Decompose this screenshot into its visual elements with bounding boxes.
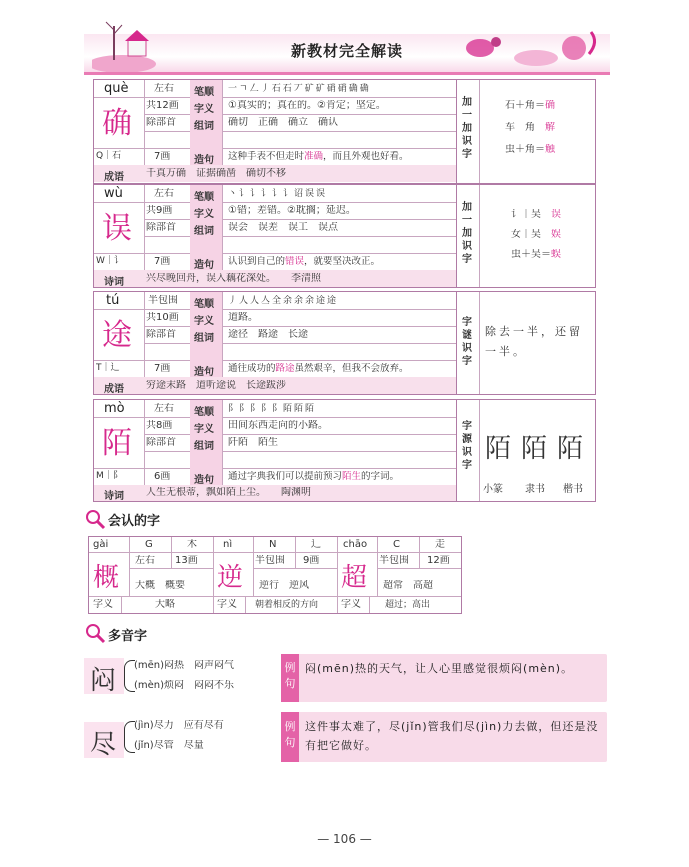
structure: 左右 <box>154 188 174 199</box>
side-title: 加一加识字 <box>462 202 472 265</box>
words: 误会 误差 误工 误点 <box>228 222 338 233</box>
side-box-que <box>455 79 596 184</box>
label-ziyi: 字义 <box>194 424 214 435</box>
example-label: 例句 <box>281 654 299 702</box>
extra-text: 穷途末路 道听途说 长途跋涉 <box>146 380 286 391</box>
label-zaoju: 造句 <box>194 155 214 166</box>
example-box <box>281 654 607 702</box>
label-bishun: 笔顺 <box>194 192 214 203</box>
polyphone-char: 尽 <box>90 730 117 760</box>
meaning: 田间东西走向的小路。 <box>228 420 328 431</box>
extra-label: 成语 <box>104 172 124 183</box>
meaning-label: 字义 <box>341 599 361 610</box>
section-title-recognize: 会认的字 <box>108 514 161 529</box>
radical: 木 <box>187 539 197 550</box>
radical: 走 <box>435 539 445 550</box>
section-title-polyphone: 多音字 <box>108 629 148 644</box>
side-title: 字源识字 <box>462 421 472 471</box>
example-sentence: 通往成功的路途虽然艰辛，但我不会放弃。 <box>228 363 409 374</box>
extra-text: 千真万确 证据确凿 确切不移 <box>146 168 286 179</box>
index-letter: C <box>393 539 400 550</box>
magnifier-icon <box>84 508 106 530</box>
example-sentence: 认识到自己的错误，就要坚决改正。 <box>228 256 381 267</box>
reading-1: (mēn)闷热 闷声闷气 <box>134 660 235 671</box>
radical-key: W｜讠 <box>96 256 123 266</box>
recognize-char: 超 <box>341 563 368 593</box>
index-letter: N <box>269 539 277 550</box>
example-label: 例句 <box>281 712 299 762</box>
pinyin: gài <box>93 539 109 550</box>
polyphone-char-box <box>84 658 124 694</box>
side-box-wu <box>455 184 596 288</box>
main-character: 确 <box>102 106 132 141</box>
radical-strokes: 7画 <box>154 363 171 374</box>
side-box-mo <box>455 399 596 502</box>
glyph-seal: 陌 <box>485 434 512 464</box>
glyph-regular: 陌 <box>557 434 584 464</box>
label-bishun: 笔顺 <box>194 87 214 98</box>
label-zaoju: 造句 <box>194 260 214 271</box>
extra-label: 诗词 <box>104 491 124 502</box>
radical-label: 除部首 <box>146 329 176 340</box>
pinyin: chāo <box>343 539 368 550</box>
reading-2: (mèn)烦闷 闷闷不乐 <box>134 680 235 691</box>
magnifier-icon <box>84 622 106 644</box>
label-zuci: 组词 <box>194 121 214 132</box>
radical-label: 除部首 <box>146 117 176 128</box>
glyph-clerical: 陌 <box>521 434 548 464</box>
side-line: 虫＋吴＝蜈 <box>511 249 561 260</box>
strokes: 13画 <box>175 555 198 566</box>
meaning: ①真实的；真在的。②肯定；坚定。 <box>228 100 386 111</box>
words: 途径 路途 长途 <box>228 329 308 340</box>
example-sentence: 通过字典我们可以提前预习陌生的字词。 <box>228 471 400 482</box>
page-title: 新教材完全解读 <box>290 42 403 60</box>
label-zaoju: 造句 <box>194 367 214 378</box>
radical-label: 除部首 <box>146 222 176 233</box>
radical-strokes: 7画 <box>154 151 171 162</box>
meaning: ①错；差错。②耽搁；延迟。 <box>228 205 356 216</box>
meaning: 道路。 <box>228 312 258 323</box>
header-banner <box>84 34 610 75</box>
side-title: 字谜识字 <box>462 317 472 367</box>
stroke-order: 丿人人亼全余余余途途 <box>228 296 339 306</box>
extra-text: 人生无根蒂，飘如陌上尘。 陶渊明 <box>146 487 311 498</box>
side-line: 车 角 解 <box>505 122 555 133</box>
glyph-label: 小篆 <box>483 484 503 495</box>
label-zuci: 组词 <box>194 333 214 344</box>
main-character: 误 <box>102 211 132 246</box>
glyph-label: 楷书 <box>563 484 583 495</box>
char-card-tu <box>93 291 457 395</box>
example-sentence: 这种手表不但走时准确，而且外观也好看。 <box>228 151 409 162</box>
side-line: 女｜吴 娱 <box>511 229 561 240</box>
stroke-count: 共10画 <box>146 312 179 323</box>
example-box <box>281 712 607 762</box>
radical-key: M｜阝 <box>96 471 122 481</box>
meaning-label: 字义 <box>93 599 113 610</box>
side-line: 讠｜吴 误 <box>511 209 561 220</box>
label-zaoju: 造句 <box>194 475 214 486</box>
radical-strokes: 7画 <box>154 256 171 267</box>
polyphone-char-box <box>84 722 124 758</box>
recognize-char: 概 <box>93 563 120 593</box>
extra-label: 诗词 <box>104 277 124 288</box>
words: 确切 正确 确立 确认 <box>228 117 338 128</box>
radical-key: Q｜石 <box>96 151 122 161</box>
pinyin: wù <box>104 186 123 201</box>
words: 阡陌 陌生 <box>228 437 278 448</box>
pinyin: mò <box>104 401 125 416</box>
label-ziyi: 字义 <box>194 104 214 115</box>
label-bishun: 笔顺 <box>194 407 214 418</box>
structure: 半包围 <box>148 295 178 306</box>
main-character: 途 <box>102 318 132 353</box>
example-text: 这件事太难了，尽(jǐn)管我们尽(jìn)力去做，但还是没有把它做好。 <box>305 720 599 752</box>
stroke-order: 一ㄱ𠃋丿石石丆矿矿硝硝确确 <box>228 84 371 94</box>
reading-2: (jǐn)尽管 尽量 <box>134 740 204 751</box>
meaning: 朝着相反的方向 <box>255 600 319 610</box>
glyph-label: 隶书 <box>525 484 545 495</box>
radical: 辶 <box>311 539 321 550</box>
pinyin: què <box>104 81 129 96</box>
words: 大概 概要 <box>135 580 185 591</box>
label-ziyi: 字义 <box>194 209 214 220</box>
label-zuci: 组词 <box>194 441 214 452</box>
label-bishun: 笔顺 <box>194 299 214 310</box>
pinyin: tú <box>106 293 120 308</box>
strokes: 12画 <box>427 555 450 566</box>
structure: 左右 <box>154 403 174 414</box>
label-zuci: 组词 <box>194 226 214 237</box>
meaning: 大略 <box>155 599 175 610</box>
side-line: 石＋角＝确 <box>505 100 555 111</box>
radical-key: T｜辶 <box>96 363 120 373</box>
side-line: 虫＋角＝触 <box>505 144 555 155</box>
main-character: 陌 <box>102 426 132 461</box>
structure: 左右 <box>154 83 174 94</box>
extra-text: 兴尽晚回舟，误入藕花深处。 李清照 <box>146 273 321 284</box>
meaning: 超过；高出 <box>385 600 431 610</box>
meaning-label: 字义 <box>217 599 237 610</box>
reading-1: (jìn)尽力 应有尽有 <box>134 720 224 731</box>
stroke-count: 共9画 <box>146 205 173 216</box>
label-ziyi: 字义 <box>194 316 214 327</box>
riddle-text: 除去一半，还留一半。 <box>485 325 583 358</box>
recognize-char: 逆 <box>217 563 244 593</box>
strokes: 9画 <box>303 555 320 566</box>
stroke-count: 共8画 <box>146 420 173 431</box>
recognize-table <box>88 536 462 614</box>
char-card-mo <box>93 399 457 502</box>
char-card-que <box>93 79 457 184</box>
words: 超常 高超 <box>383 580 433 591</box>
stroke-order: 丶讠讠讠讠讠诏误误 <box>228 189 328 199</box>
side-box-tu <box>455 291 596 395</box>
page-number: — 106 — <box>317 832 372 846</box>
stroke-order: 阝阝阝阝阝陌陌陌 <box>228 404 317 414</box>
structure: 半包围 <box>255 555 285 566</box>
structure: 半包围 <box>379 555 409 566</box>
stroke-count: 共12画 <box>146 100 179 111</box>
pinyin: nì <box>223 539 233 550</box>
polyphone-char: 闷 <box>90 666 117 696</box>
radical-label: 除部首 <box>146 437 176 448</box>
char-card-wu <box>93 184 457 288</box>
words: 逆行 逆风 <box>259 580 309 591</box>
index-letter: G <box>145 539 153 550</box>
example-text: 闷(mēn)热的天气，让人心里感觉很烦闷(mèn)。 <box>305 662 574 675</box>
side-title: 加一加识字 <box>462 97 472 160</box>
radical-strokes: 6画 <box>154 471 171 482</box>
structure: 左右 <box>135 555 155 566</box>
extra-label: 成语 <box>104 384 124 395</box>
